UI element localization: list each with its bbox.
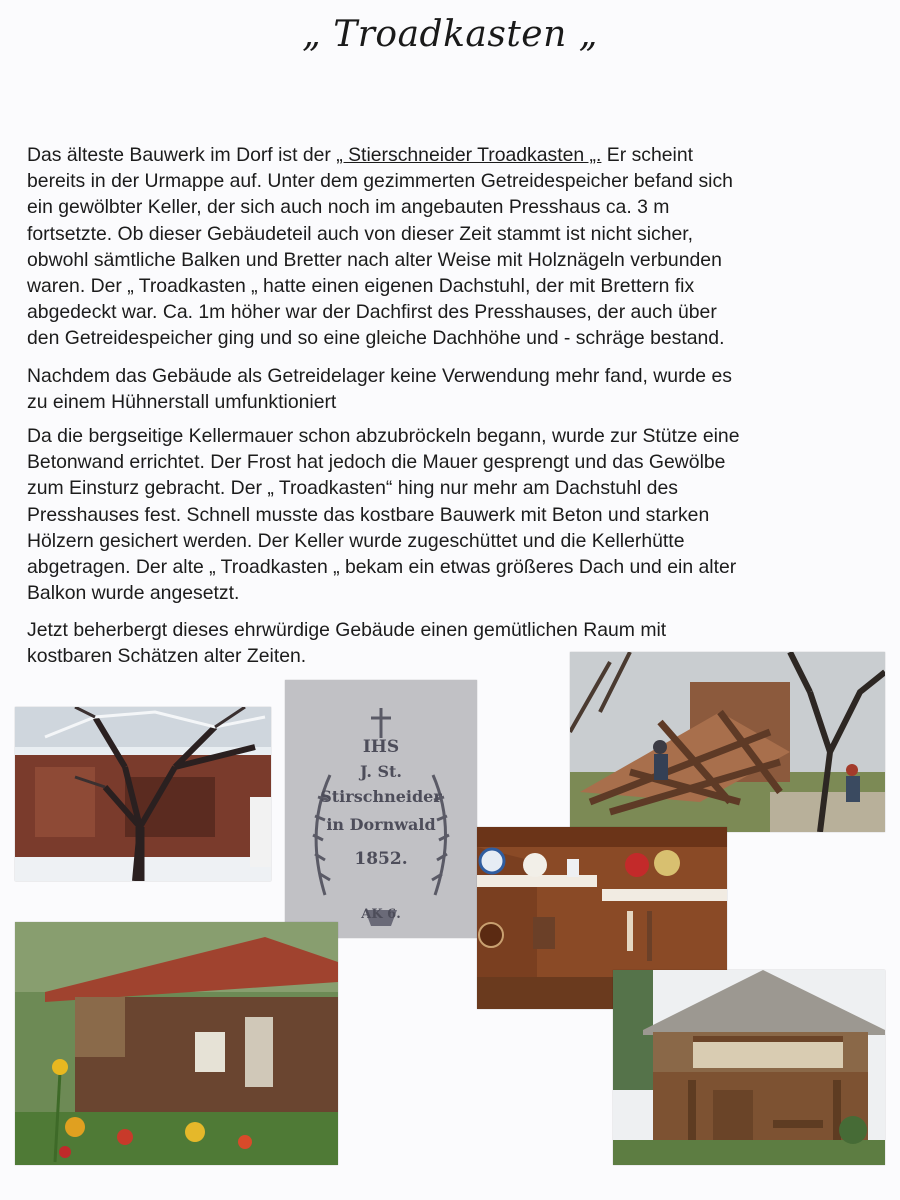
photo-old-building xyxy=(15,922,338,1165)
paragraph-1 xyxy=(27,142,877,352)
photo-restored-building xyxy=(613,970,885,1165)
inscription-mark: AK 6. xyxy=(361,907,401,922)
text-line: zu einem Hühnerstall umfunktioniert xyxy=(27,391,337,414)
text-line: waren. Der „ Troadkasten „ hatte einen eigenen Dachstuhl, der mit Brettern fix xyxy=(27,275,695,298)
inscription-name: Stirschneider xyxy=(320,787,442,806)
text-line: Da die bergseitige Kellermauer schon abzubröckeln begann, wurde zur Stütze eine xyxy=(27,425,740,447)
text-line: abgedeckt war. Ca. 1m höher war der Dachfirst des Presshauses, der auch über xyxy=(27,301,717,324)
photo-snowy-building xyxy=(15,707,271,881)
text-line: Balkon wurde angesetzt. xyxy=(27,582,240,605)
paragraph-2 xyxy=(27,363,877,415)
text-line: Jetzt beherbergt dieses ehrwürdige Gebäude einen gemütlichen Raum mit xyxy=(27,619,667,641)
text-line: obwohl sämtliche Balken und Bretter nach alter Weise mit Holznägeln verbunden xyxy=(27,248,722,271)
text-line: bereits in der Urmappe auf. Unter dem gezimmerten Getreidespeicher befand sich xyxy=(27,170,733,193)
text-line: abgetragen. Der alte „ Troadkasten „ bekam ein etwas größeres Dach und ein alter xyxy=(27,556,737,579)
photo-inscription xyxy=(285,680,477,938)
text-line: zum Einsturz gebracht. Der „ Troadkasten“ hing nur mehr am Dachstuhl des xyxy=(27,477,678,500)
text-line: Das älteste Bauwerk im Dorf ist der „ Stierschneider Troadkasten „. Er scheint xyxy=(27,144,694,166)
page-title: „ Troadkasten „ xyxy=(302,14,598,55)
text-line: Betonwand errichtet. Der Frost hat jedoch die Mauer gesprengt und das Gewölbe xyxy=(27,451,726,474)
text-line: ein gewölbter Keller, der sich auch noch im angebauten Presshaus ca. 3 m xyxy=(27,196,670,219)
photo-demolition xyxy=(570,652,885,832)
text-line: Nachdem das Gebäude als Getreidelager keine Verwendung mehr fand, wurde es xyxy=(27,365,732,387)
inscription-ihs: IHS xyxy=(362,737,400,757)
inscription-place: in Dornwald xyxy=(326,815,436,834)
text-line: den Getreidespeicher ging und so eine gleiche Dachhöhe und - schräge bestand. xyxy=(27,327,725,350)
inscription-year: 1852. xyxy=(354,849,408,869)
text-line: Presshauses fest. Schnell musste das kostbare Bauwerk mit Beton und starken xyxy=(27,503,710,526)
text-line: kostbaren Schätzen alter Zeiten. xyxy=(27,645,307,668)
paragraph-3 xyxy=(27,423,877,606)
inscription-initials: J. St. xyxy=(360,762,402,781)
text-line: fortsetzte. Ob dieser Gebäudeteil auch von dieser Zeit stammt ist nicht sicher, xyxy=(27,222,694,245)
text-line: Hölzern gesichert werden. Der Keller wurde zugeschüttet und die Kellerhütte xyxy=(27,529,685,552)
underlined-building-name: „ Stierschneider Troadkasten „. xyxy=(336,144,602,166)
